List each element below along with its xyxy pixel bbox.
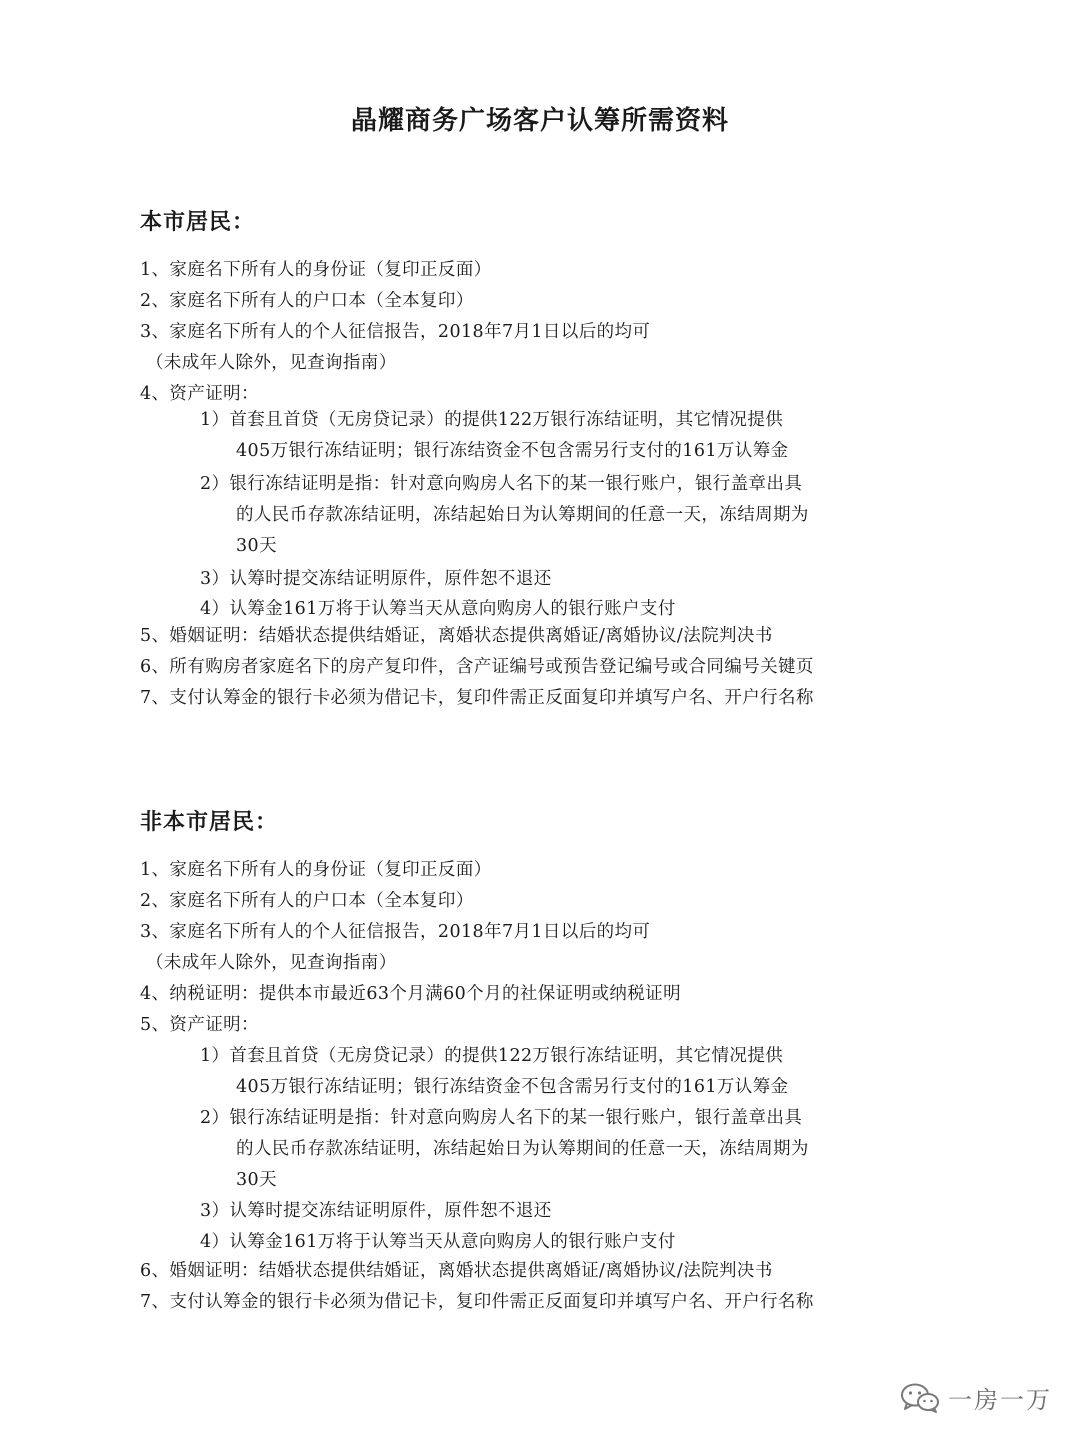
list-item: 2、家庭名下所有人的户口本（全本复印） — [140, 291, 474, 311]
list-item: 3、家庭名下所有人的个人征信报告，2018年7月1日以后的均可 — [140, 922, 651, 942]
list-item: 5、婚姻证明：结婚状态提供结婚证，离婚状态提供离婚证/离婚协议/法院判决书 — [140, 626, 773, 646]
list-item: 7、支付认筹金的银行卡必须为借记卡，复印件需正反面复印并填写户名、开户行名称 — [140, 1292, 814, 1312]
sub-list-item: 1）首套且首贷（无房贷记录）的提供122万银行冻结证明，其它情况提供 — [200, 1046, 784, 1066]
list-item: （未成年人除外，见查询指南） — [146, 953, 397, 973]
sub-list-item-continued: 的人民币存款冻结证明，冻结起始日为认筹期间的任意一天，冻结周期为 — [236, 505, 809, 525]
list-item: 5、资产证明： — [140, 1015, 259, 1035]
sub-list-item-continued: 30天 — [236, 1170, 277, 1190]
sub-list-item-continued: 405万银行冻结证明；银行冻结资金不包含需另行支付的161万认筹金 — [236, 441, 789, 461]
list-item: 1、家庭名下所有人的身份证（复印正反面） — [140, 260, 492, 280]
watermark-text: 一房一万 — [948, 1386, 1052, 1414]
section-heading-local: 本市居民： — [140, 209, 256, 235]
sub-list-item-continued: 405万银行冻结证明；银行冻结资金不包含需另行支付的161万认筹金 — [236, 1077, 789, 1097]
sub-list-item: 1）首套且首贷（无房贷记录）的提供122万银行冻结证明，其它情况提供 — [200, 410, 784, 430]
sub-list-item-continued: 的人民币存款冻结证明，冻结起始日为认筹期间的任意一天，冻结周期为 — [236, 1139, 809, 1159]
list-item: 6、所有购房者家庭名下的房产复印件，含产证编号或预告登记编号或合同编号关键页 — [140, 657, 814, 677]
list-item: 4、资产证明： — [140, 384, 259, 404]
list-item: 3、家庭名下所有人的个人征信报告，2018年7月1日以后的均可 — [140, 322, 651, 342]
sub-list-item: 4）认筹金161万将于认筹当天从意向购房人的银行账户支付 — [200, 1232, 676, 1252]
sub-list-item: 3）认筹时提交冻结证明原件，原件恕不退还 — [200, 569, 552, 589]
list-item: 7、支付认筹金的银行卡必须为借记卡，复印件需正反面复印并填写户名、开户行名称 — [140, 688, 814, 708]
list-item: 1、家庭名下所有人的身份证（复印正反面） — [140, 860, 492, 880]
list-item: 6、婚姻证明：结婚状态提供结婚证，离婚状态提供离婚证/离婚协议/法院判决书 — [140, 1261, 773, 1281]
sub-list-item: 3）认筹时提交冻结证明原件，原件恕不退还 — [200, 1201, 552, 1221]
sub-list-item: 4）认筹金161万将于认筹当天从意向购房人的银行账户支付 — [200, 599, 676, 619]
page-title: 晶耀商务广场客户认筹所需资料 — [350, 106, 729, 136]
list-item: （未成年人除外，见查询指南） — [146, 353, 397, 373]
sub-list-item-continued: 30天 — [236, 536, 277, 556]
list-item: 4、纳税证明：提供本市最近63个月满60个月的社保证明或纳税证明 — [140, 984, 681, 1004]
section-heading-nonlocal: 非本市居民： — [140, 809, 279, 835]
wechat-icon — [900, 1382, 940, 1414]
sub-list-item: 2）银行冻结证明是指：针对意向购房人名下的某一银行账户，银行盖章出具 — [200, 1108, 803, 1128]
watermark — [900, 1380, 1052, 1415]
list-item: 2、家庭名下所有人的户口本（全本复印） — [140, 891, 474, 911]
sub-list-item: 2）银行冻结证明是指：针对意向购房人名下的某一银行账户，银行盖章出具 — [200, 474, 803, 494]
